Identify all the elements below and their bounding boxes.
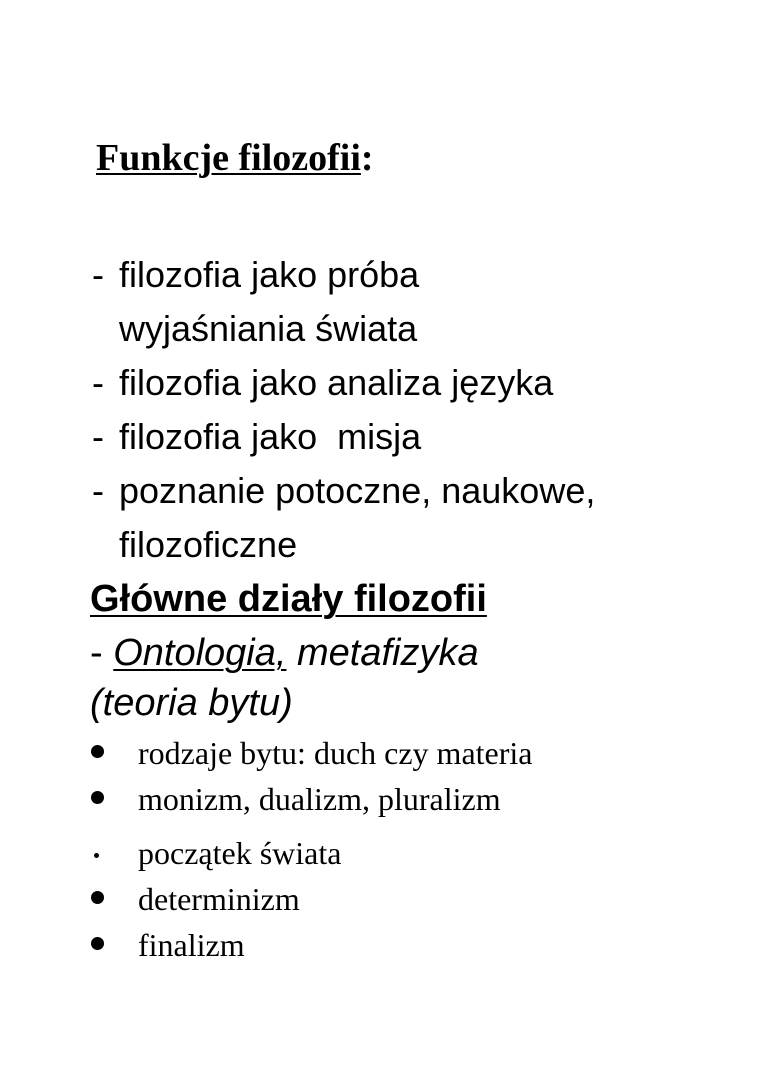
list-item-text: filozofia jako próba xyxy=(119,254,420,295)
list-item-text: filozofia jako misja xyxy=(119,416,422,457)
list-item-text: poznanie potoczne, naukowe, xyxy=(119,470,596,511)
list-item-text-continued: wyjaśniania świata xyxy=(119,308,418,349)
bullet-icon xyxy=(91,891,104,904)
list-item xyxy=(88,922,728,968)
heading-functions-colon: : xyxy=(360,137,374,179)
list-item-text: finalizm xyxy=(138,927,245,963)
heading-main-branches: Główne działy filozofii xyxy=(90,578,487,620)
list-item xyxy=(88,830,728,876)
ontology-title-line xyxy=(90,628,479,678)
ontology-term: Ontologia, xyxy=(113,632,287,674)
list-item xyxy=(92,356,732,410)
bullet-icon xyxy=(91,791,104,804)
ontology-section-title xyxy=(90,628,479,728)
list-item xyxy=(88,730,728,776)
dash-marker: - xyxy=(92,254,104,295)
ontology-subtitle: (teoria bytu) xyxy=(90,682,293,724)
metaphysics-term: metafizyka xyxy=(286,632,479,674)
list-item-text: monizm, dualizm, pluralizm xyxy=(138,781,501,817)
list-item-text: początek świata xyxy=(138,835,342,871)
bullet-icon xyxy=(91,937,104,950)
list-item xyxy=(92,410,732,464)
list-item-text-continued: filozoficzne xyxy=(119,524,298,565)
list-item xyxy=(88,876,728,922)
bullet-icon xyxy=(94,853,99,858)
dash-marker: - xyxy=(92,416,104,457)
dash-marker: - xyxy=(92,362,104,403)
list-item xyxy=(88,776,728,822)
dash-marker: - xyxy=(92,470,104,511)
heading-functions-text: Funkcje filozofii xyxy=(96,137,361,179)
ontology-bullet-list xyxy=(88,730,728,968)
list-item xyxy=(92,464,732,572)
list-item-text: filozofia jako analiza języka xyxy=(119,362,554,403)
ontology-dash: - xyxy=(90,632,114,674)
list-item xyxy=(92,248,732,356)
bullet-icon xyxy=(91,745,104,758)
list-item-text: determinizm xyxy=(138,881,300,917)
heading-functions xyxy=(96,136,374,180)
list-item-text: rodzaje bytu: duch czy materia xyxy=(138,735,533,771)
functions-list xyxy=(92,248,732,572)
